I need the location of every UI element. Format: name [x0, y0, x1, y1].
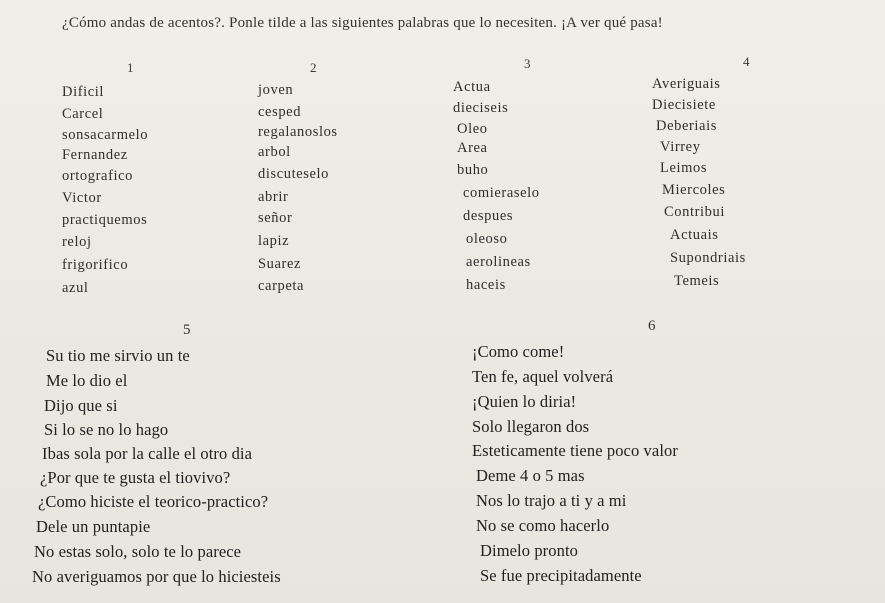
word-item: haceis: [466, 277, 506, 293]
sentence-item: Me lo dio el: [46, 371, 128, 390]
word-item: Deberiais: [656, 118, 717, 134]
sentence-item: Esteticamente tiene poco valor: [472, 441, 678, 460]
sentence-item: No se como hacerlo: [476, 516, 610, 535]
word-item: buho: [457, 162, 489, 178]
word-item: Carcel: [62, 106, 104, 122]
word-item: sonsacarmelo: [62, 127, 149, 143]
sentence-item: Si lo se no lo hago: [44, 420, 169, 439]
sentence-item: No averiguamos por que lo hiciesteis: [32, 567, 281, 586]
instruction-text: ¿Cómo andas de acentos?. Ponle tilde a las siguientes palabras que lo necesiten. ¡A ver qué pasa!: [62, 15, 663, 31]
column-number: 1: [127, 60, 134, 75]
word-item: Miercoles: [662, 182, 726, 198]
word-item: discuteselo: [258, 166, 330, 182]
sentence-item: Ibas sola por la calle el otro dia: [42, 444, 253, 463]
column-number: 3: [524, 56, 531, 71]
word-item: reloj: [62, 234, 92, 250]
word-item: Actuais: [670, 227, 719, 243]
word-item: Victor: [62, 190, 102, 206]
word-item: aerolineas: [466, 254, 531, 270]
sentence-item: Ten fe, aquel volverá: [472, 367, 614, 386]
word-item: lapiz: [258, 233, 290, 249]
word-item: Averiguais: [652, 76, 721, 92]
word-item: Suarez: [258, 256, 302, 272]
sentence-item: ¿Como hiciste el teorico-practico?: [38, 492, 269, 511]
word-item: oleoso: [466, 231, 508, 247]
sentence-item: Nos lo trajo a ti y a mi: [476, 491, 627, 510]
word-item: Supondriais: [670, 250, 746, 266]
word-item: Virrey: [660, 139, 701, 155]
sentence-item: No estas solo, solo te lo parece: [34, 542, 242, 561]
sentence-item: Deme 4 o 5 mas: [476, 466, 585, 485]
section-number: 6: [648, 318, 656, 334]
word-item: Area: [457, 140, 488, 156]
word-item: Dificil: [62, 84, 105, 100]
word-item: Diecisiete: [652, 97, 716, 113]
sentence-item: Se fue precipitadamente: [480, 566, 642, 585]
sentence-item: ¿Por que te gusta el tiovivo?: [40, 468, 231, 487]
word-item: Oleo: [457, 121, 488, 137]
column-number: 4: [743, 54, 750, 69]
word-item: cesped: [258, 104, 302, 120]
sentence-item: Dimelo pronto: [480, 541, 578, 560]
sentence-item: Dijo que si: [44, 396, 118, 415]
word-item: joven: [258, 82, 294, 98]
word-item: Actua: [453, 79, 491, 95]
word-item: Fernandez: [62, 147, 128, 163]
section-number: 5: [183, 322, 191, 338]
word-item: Leimos: [660, 160, 708, 176]
word-item: Temeis: [674, 273, 720, 289]
word-item: dieciseis: [453, 100, 509, 116]
sentence-item: Dele un puntapie: [36, 517, 151, 536]
sentence-item: Solo llegaron dos: [472, 417, 590, 436]
word-item: abrir: [258, 189, 289, 205]
word-item: arbol: [258, 144, 291, 160]
word-item: practiquemos: [62, 212, 148, 228]
word-item: azul: [62, 280, 89, 296]
word-item: frigorifico: [62, 257, 129, 273]
word-item: carpeta: [258, 278, 305, 294]
word-item: regalanoslos: [258, 124, 338, 140]
sentence-item: Su tio me sirvio un te: [46, 346, 190, 365]
column-number: 2: [310, 60, 317, 75]
word-item: despues: [463, 208, 514, 224]
word-item: Contribui: [664, 204, 725, 220]
word-item: comieraselo: [463, 185, 540, 201]
sentence-item: ¡Como come!: [472, 342, 565, 361]
sentence-item: ¡Quien lo diria!: [472, 392, 577, 411]
word-item: señor: [258, 210, 293, 226]
word-item: ortografico: [62, 168, 134, 184]
